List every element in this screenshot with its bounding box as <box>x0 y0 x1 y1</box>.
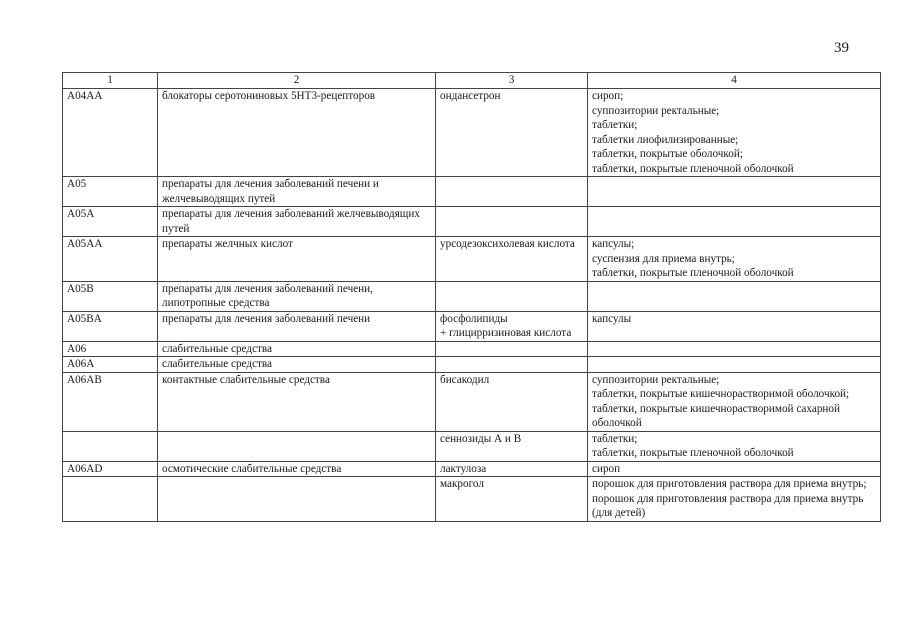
table-body <box>63 89 881 522</box>
group-name-cell: слабительные средства <box>158 357 436 373</box>
drug-table <box>62 72 881 522</box>
group-name-cell: препараты для лечения заболеваний желчевыводящих путей <box>158 207 436 237</box>
group-name-cell: препараты желчных кислот <box>158 237 436 282</box>
table-row <box>63 357 881 373</box>
atc-code-cell: A05BA <box>63 311 158 341</box>
atc-code-cell <box>63 477 158 522</box>
table-row <box>63 341 881 357</box>
column-header-3: 3 <box>436 73 588 89</box>
dosage-forms-cell: капсулы <box>588 311 881 341</box>
dosage-forms-cell <box>588 341 881 357</box>
drug-name-cell <box>436 281 588 311</box>
column-header-1: 1 <box>63 73 158 89</box>
atc-code-cell: A06A <box>63 357 158 373</box>
atc-code-cell: A05AA <box>63 237 158 282</box>
table-row <box>63 431 881 461</box>
group-name-cell: осмотические слабительные средства <box>158 461 436 477</box>
atc-code-cell: A04AA <box>63 89 158 177</box>
drug-name-cell: бисакодил <box>436 372 588 431</box>
atc-code-cell: A05 <box>63 177 158 207</box>
drug-name-cell: урсодезоксихолевая кислота <box>436 237 588 282</box>
table-row <box>63 89 881 177</box>
drug-name-cell <box>436 341 588 357</box>
table-row <box>63 477 881 522</box>
drug-name-cell: макрогол <box>436 477 588 522</box>
dosage-forms-cell: порошок для приготовления раствора для приема внутрь; порошок для приготовления раствора для приема внутрь (для детей) <box>588 477 881 522</box>
table-row <box>63 311 881 341</box>
table-header-row <box>63 73 881 89</box>
group-name-cell: препараты для лечения заболеваний печени, липотропные средства <box>158 281 436 311</box>
drug-name-cell: фосфолипиды + глицирризиновая кислота <box>436 311 588 341</box>
dosage-forms-cell <box>588 357 881 373</box>
drug-name-cell <box>436 207 588 237</box>
group-name-cell: блокаторы серотониновых 5НТ3-рецепторов <box>158 89 436 177</box>
column-header-2: 2 <box>158 73 436 89</box>
atc-code-cell: A06 <box>63 341 158 357</box>
group-name-cell: препараты для лечения заболеваний печени <box>158 311 436 341</box>
group-name-cell <box>158 477 436 522</box>
dosage-forms-cell: сироп; суппозитории ректальные; таблетки; таблетки лиофилизированные; таблетки, покрытые оболочкой; таблетки, покрытые пленочной оболочкой <box>588 89 881 177</box>
atc-code-cell: A06AB <box>63 372 158 431</box>
group-name-cell: препараты для лечения заболеваний печени и желчевыводящих путей <box>158 177 436 207</box>
table-row <box>63 207 881 237</box>
group-name-cell <box>158 431 436 461</box>
table-row <box>63 461 881 477</box>
dosage-forms-cell <box>588 177 881 207</box>
group-name-cell: слабительные средства <box>158 341 436 357</box>
dosage-forms-cell <box>588 207 881 237</box>
dosage-forms-cell: капсулы; суспензия для приема внутрь; таблетки, покрытые пленочной оболочкой <box>588 237 881 282</box>
dosage-forms-cell <box>588 281 881 311</box>
atc-code-cell: A05A <box>63 207 158 237</box>
dosage-forms-cell: суппозитории ректальные; таблетки, покрытые кишечнорастворимой оболочкой; таблетки, покрытые кишечнорастворимой сахарной оболочкой <box>588 372 881 431</box>
drug-name-cell: сеннозиды А и В <box>436 431 588 461</box>
dosage-forms-cell: сироп <box>588 461 881 477</box>
table-row <box>63 177 881 207</box>
atc-code-cell: A05B <box>63 281 158 311</box>
table-row <box>63 281 881 311</box>
page-number: 39 <box>834 40 849 56</box>
atc-code-cell: A06AD <box>63 461 158 477</box>
dosage-forms-cell: таблетки; таблетки, покрытые пленочной оболочкой <box>588 431 881 461</box>
group-name-cell: контактные слабительные средства <box>158 372 436 431</box>
table-row <box>63 372 881 431</box>
column-header-4: 4 <box>588 73 881 89</box>
table-row <box>63 237 881 282</box>
atc-code-cell <box>63 431 158 461</box>
drug-name-cell: лактулоза <box>436 461 588 477</box>
drug-name-cell: ондансетрон <box>436 89 588 177</box>
drug-name-cell <box>436 357 588 373</box>
drug-name-cell <box>436 177 588 207</box>
